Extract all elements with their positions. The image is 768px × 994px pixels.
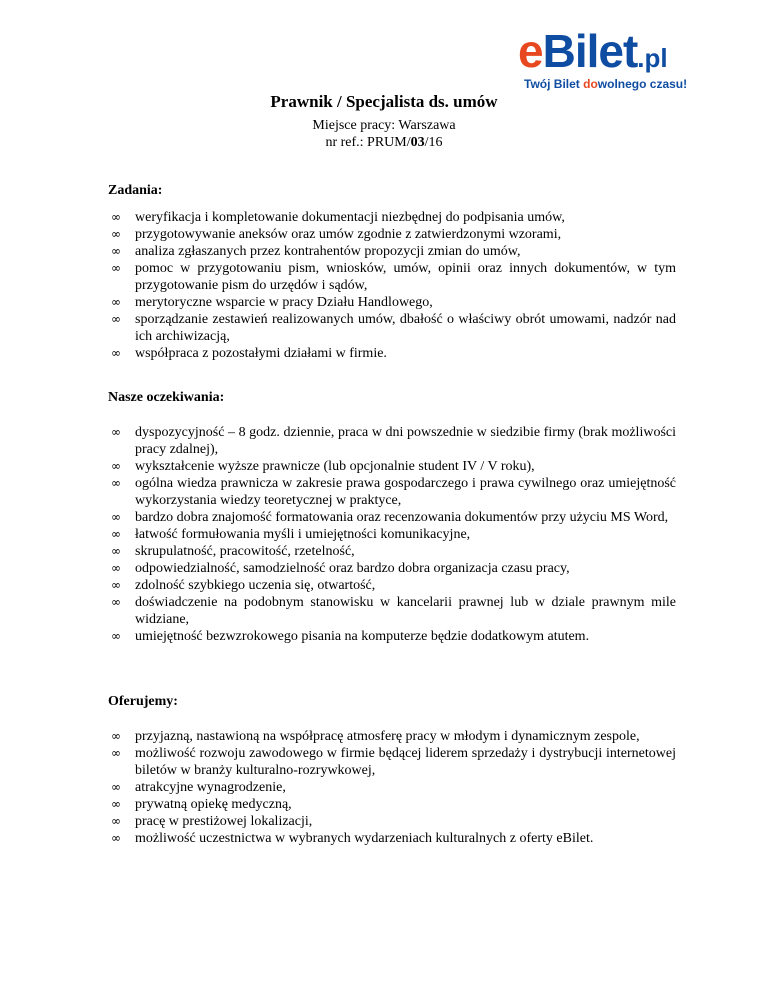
section-offer — [108, 693, 676, 847]
bullet-icon: ∞ — [111, 210, 121, 224]
list-item — [108, 594, 676, 628]
list-item-text: weryfikacja i kompletowanie dokumentacji niezbędnej do podpisania umów, — [135, 210, 565, 225]
bullet-icon: ∞ — [111, 797, 121, 811]
bullet-icon: ∞ — [111, 295, 121, 309]
list-item-text: łatwość formułowania myśli i umiejętności komunikacyjne, — [135, 527, 471, 542]
section-heading: Nasze oczekiwania: — [108, 390, 225, 405]
list-item-text: przyjazną, nastawioną na współpracę atmosferę pracy w młodym i dynamicznym zespole, — [135, 729, 640, 744]
job-meta — [0, 117, 768, 151]
bullet-icon: ∞ — [111, 729, 121, 743]
list-item — [108, 560, 676, 577]
list-item — [108, 243, 676, 260]
list-item — [108, 728, 676, 745]
logo-wordmark: eBilet.pl — [518, 25, 668, 77]
bullet-icon: ∞ — [111, 244, 121, 258]
list-item — [108, 526, 676, 543]
list-item-text: współpraca z pozostałymi działami w firmie. — [135, 346, 387, 361]
list-item-text: przygotowywanie aneksów oraz umów zgodnie z zatwierdzonymi wzorami, — [135, 227, 562, 242]
bullet-list — [108, 209, 676, 362]
list-item — [108, 509, 676, 526]
bullet-list — [108, 424, 676, 645]
list-item-text: zdolność szybkiego uczenia się, otwartość, — [135, 578, 376, 593]
list-item-text: ogólna wiedza prawnicza w zakresie prawa gospodarczego i prawa cywilnego oraz umiejętność wykorzystania wiedzy teoretycznej w praktyce, — [135, 476, 676, 508]
bullet-icon: ∞ — [111, 510, 121, 524]
list-item — [108, 294, 676, 311]
section-requirements — [108, 389, 676, 645]
section-heading: Oferujemy: — [108, 694, 178, 709]
list-item-text: sporządzanie zestawień realizowanych umów, dbałość o właściwy obrót umowami, nadzór nad ich archiwizacją, — [135, 312, 676, 344]
list-item-text: doświadczenie na podobnym stanowisku w kancelarii prawnej lub w dziale prawnym mile widziane, — [135, 595, 676, 627]
list-item-text: prywatną opiekę medyczną, — [135, 797, 292, 812]
ebilet-logo — [518, 25, 688, 98]
list-item — [108, 628, 676, 645]
bullet-icon: ∞ — [111, 831, 121, 845]
list-item — [108, 345, 676, 362]
list-item-text: analiza zgłaszanych przez kontrahentów propozycji zmian do umów, — [135, 244, 521, 259]
bullet-icon: ∞ — [111, 425, 121, 439]
list-item — [108, 830, 676, 847]
bullet-icon: ∞ — [111, 595, 121, 609]
bullet-icon: ∞ — [111, 459, 121, 473]
bullet-icon: ∞ — [111, 746, 121, 760]
bullet-icon: ∞ — [111, 476, 121, 490]
bullet-icon: ∞ — [111, 527, 121, 541]
bullet-icon: ∞ — [111, 629, 121, 643]
job-location: Miejsce pracy: Warszawa — [312, 118, 456, 133]
list-item-text: bardzo dobra znajomość formatowania oraz recenzowania dokumentów przy użyciu MS Word, — [135, 510, 669, 525]
list-item — [108, 458, 676, 475]
list-item-text: odpowiedzialność, samodzielność oraz bardzo dobra organizacja czasu pracy, — [135, 561, 570, 576]
list-item — [108, 543, 676, 560]
list-item-text: merytoryczne wsparcie w pracy Działu Handlowego, — [135, 295, 433, 310]
bullet-icon: ∞ — [111, 780, 121, 794]
list-item-text: skrupulatność, pracowitość, rzetelność, — [135, 544, 355, 559]
job-title: Prawnik / Specjalista ds. umów — [270, 92, 498, 111]
bullet-list — [108, 728, 676, 847]
job-reference: nr ref.: PRUM/03/16 — [325, 135, 443, 150]
list-item-text: wykształcenie wyższe prawnicze (lub opcjonalnie student IV / V roku), — [135, 459, 535, 474]
list-item-text: pomoc w przygotowaniu pism, wniosków, umów, opinii oraz innych dokumentów, w tym przygotowanie pism do urzędów i sądów, — [135, 261, 676, 293]
bullet-icon: ∞ — [111, 561, 121, 575]
bullet-icon: ∞ — [111, 346, 121, 360]
list-item — [108, 311, 676, 345]
logo-tagline: Twój Bilet dowolnego czasu! — [524, 77, 688, 91]
list-item-text: możliwość rozwoju zawodowego w firmie będącej liderem sprzedaży i dystrybucji internetowej biletów w branży kulturalno-rozrywkowej, — [135, 746, 676, 778]
list-item-text: umiejętność bezwzrokowego pisania na komputerze będzie dodatkowym atutem. — [135, 629, 590, 644]
bullet-icon: ∞ — [111, 578, 121, 592]
list-item — [108, 260, 676, 294]
list-item-text: możliwość uczestnictwa w wybranych wydarzeniach kulturalnych z oferty eBilet. — [135, 831, 594, 846]
list-item — [108, 475, 676, 509]
bullet-icon: ∞ — [111, 227, 121, 241]
list-item — [108, 745, 676, 779]
bullet-icon: ∞ — [111, 544, 121, 558]
list-item-text: pracę w prestiżowej lokalizacji, — [135, 814, 313, 829]
section-heading: Zadania: — [108, 183, 163, 198]
list-item — [108, 577, 676, 594]
list-item-text: atrakcyjne wynagrodzenie, — [135, 780, 286, 795]
list-item — [108, 796, 676, 813]
list-item — [108, 779, 676, 796]
list-item-text: dyspozycyjność – 8 godz. dziennie, praca w dni powszednie w siedzibie firmy (brak możliwości pracy zdalnej), — [135, 425, 676, 457]
bullet-icon: ∞ — [111, 312, 121, 326]
bullet-icon: ∞ — [111, 814, 121, 828]
list-item — [108, 813, 676, 830]
list-item — [108, 209, 676, 226]
section-tasks — [108, 182, 676, 362]
list-item — [108, 226, 676, 243]
list-item — [108, 424, 676, 458]
bullet-icon: ∞ — [111, 261, 121, 275]
